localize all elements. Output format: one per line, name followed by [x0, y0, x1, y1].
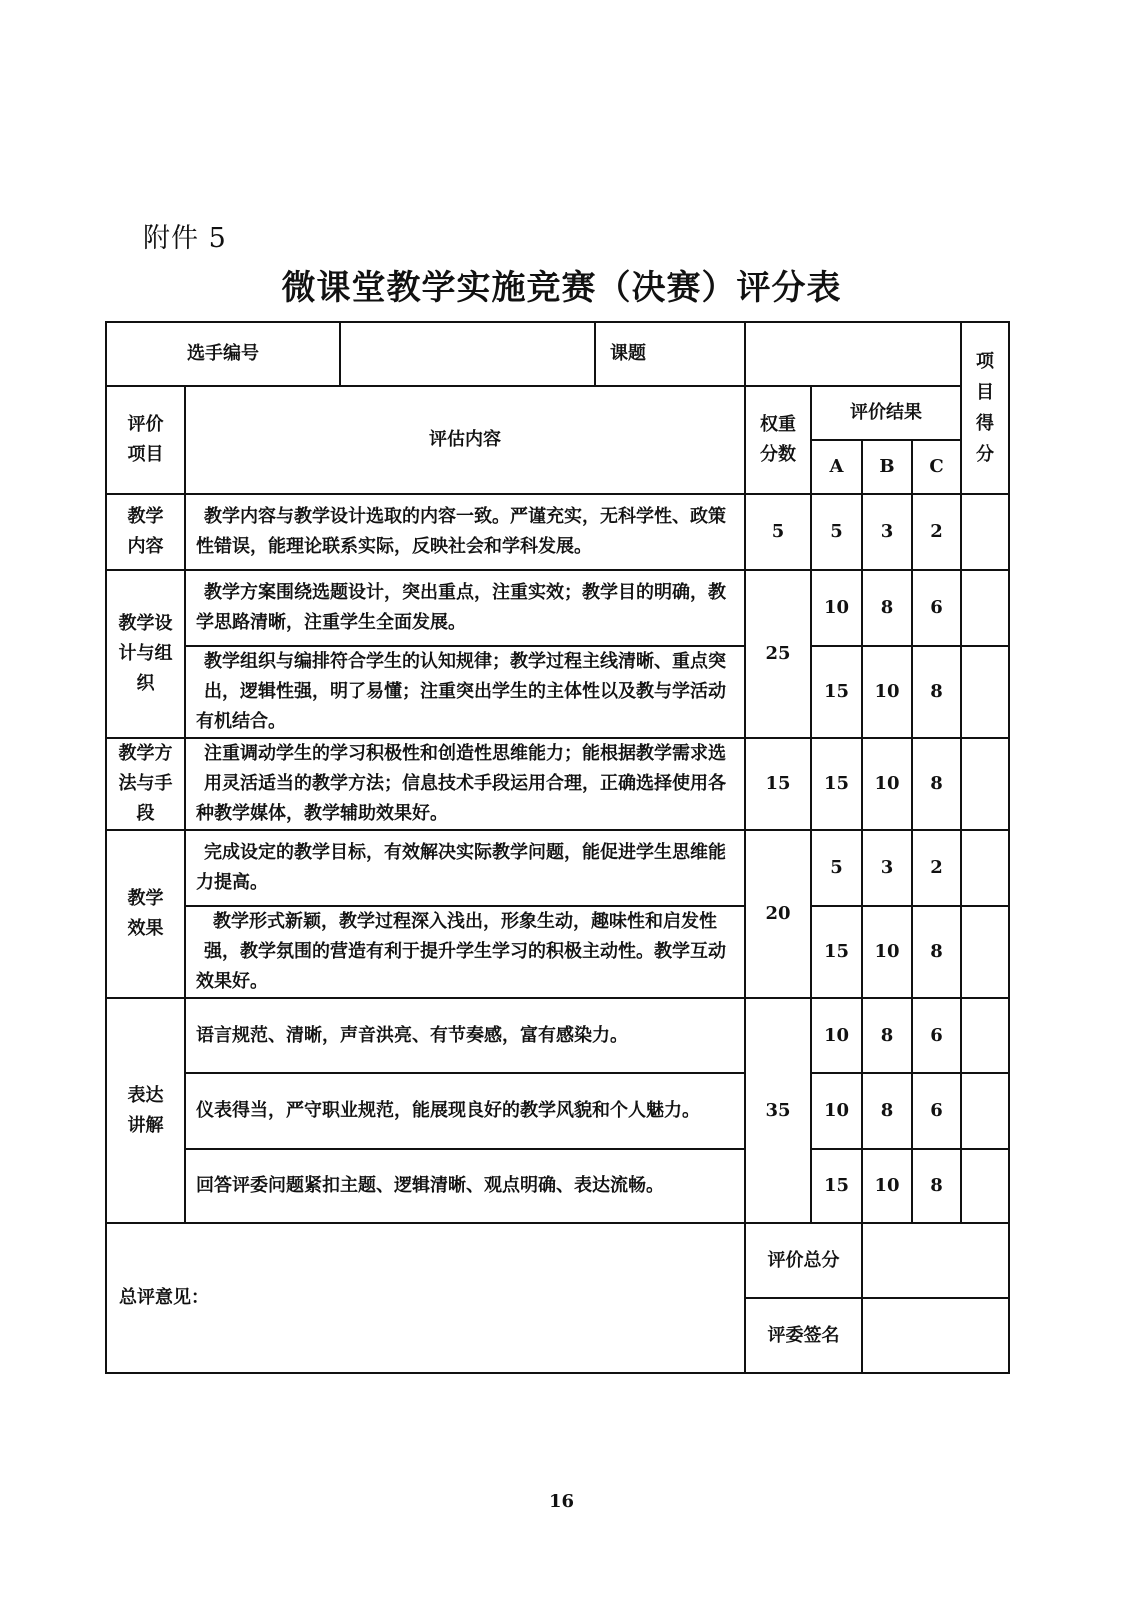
- contestant-no-label: 选手编号: [106, 322, 340, 386]
- column-item-header-text: 评价项目: [127, 414, 164, 465]
- item-score-field[interactable]: [961, 1149, 1009, 1223]
- row-item: [106, 570, 185, 738]
- grade-c: 6: [912, 998, 961, 1073]
- table-row: [106, 1149, 1009, 1223]
- table-row: [106, 738, 1009, 830]
- item-score-field[interactable]: [961, 1073, 1009, 1149]
- grade-c: 8: [912, 738, 961, 830]
- column-weight-header-text: 权重分数: [760, 414, 796, 465]
- column-a-header: A: [811, 440, 862, 494]
- topic-label: 课题: [595, 322, 745, 386]
- grade-a: 5: [811, 830, 862, 906]
- column-content-header: 评估内容: [185, 386, 745, 494]
- item-score-field[interactable]: [961, 998, 1009, 1073]
- item-score-field[interactable]: [961, 646, 1009, 738]
- grade-a: 10: [811, 1073, 862, 1149]
- row-item: [106, 738, 185, 830]
- item-score-header: [961, 322, 1009, 494]
- grade-b: 3: [862, 830, 912, 906]
- grade-a: 15: [811, 646, 862, 738]
- row-weight: 35: [745, 998, 811, 1223]
- table-row: [106, 906, 1009, 998]
- grade-b: 3: [862, 494, 912, 570]
- grade-b: 8: [862, 570, 912, 646]
- grade-b: 10: [862, 738, 912, 830]
- grade-b: 10: [862, 906, 912, 998]
- contestant-no-field[interactable]: [340, 322, 595, 386]
- grade-b: 10: [862, 1149, 912, 1223]
- grade-c: 8: [912, 646, 961, 738]
- row-weight: 15: [745, 738, 811, 830]
- grade-a: 10: [811, 998, 862, 1073]
- row-content: 语言规范、清晰，声音洪亮、有节奏感，富有感染力。: [185, 998, 745, 1073]
- row-item-text: 教学方法与手段: [118, 743, 173, 824]
- row-content: 仪表得当，严守职业规范，能展现良好的教学风貌和个人魅力。: [185, 1073, 745, 1149]
- topic-field[interactable]: [745, 322, 961, 386]
- grade-a: 15: [811, 738, 862, 830]
- grade-c: 6: [912, 1073, 961, 1149]
- row-item: [106, 494, 185, 570]
- table-row: [106, 570, 1009, 646]
- header-row-columns: [106, 386, 1009, 440]
- column-b-header: B: [862, 440, 912, 494]
- table-row: [106, 830, 1009, 906]
- scoring-table-wrapper: [105, 321, 1008, 1372]
- row-weight: 5: [745, 494, 811, 570]
- row-item: [106, 998, 185, 1223]
- footer-row-total: [106, 1223, 1009, 1298]
- table-row: [106, 494, 1009, 570]
- total-score-field[interactable]: [862, 1223, 1009, 1298]
- item-score-field[interactable]: [961, 830, 1009, 906]
- column-result-header: 评价结果: [811, 386, 961, 440]
- column-weight-header: [745, 386, 811, 494]
- row-item-text: 教学效果: [127, 888, 164, 939]
- item-score-header-text: 项目得分: [976, 351, 994, 465]
- table-row: [106, 998, 1009, 1073]
- row-item-text: 表达讲解: [127, 1084, 164, 1136]
- grade-a: 5: [811, 494, 862, 570]
- row-content: 教学内容与教学设计选取的内容一致。严谨充实，无科学性、政策性错误，能理论联系实际，反映社会和学科发展。: [185, 494, 745, 570]
- grade-a: 10: [811, 570, 862, 646]
- total-score-label: 评价总分: [745, 1223, 862, 1298]
- row-content: 教学方案围绕选题设计，突出重点，注重实效；教学目的明确，教学思路清晰，注重学生全面发展。: [185, 570, 745, 646]
- page-number: 16: [548, 1491, 575, 1512]
- column-item-header: [106, 386, 185, 494]
- row-content: 教学形式新颖，教学过程深入浅出，形象生动，趣味性和启发性强，教学氛围的营造有利于提升学生学习的积极主动性。教学互动效果好。: [185, 906, 745, 998]
- scoring-table: [105, 321, 1010, 1374]
- row-content: 教学组织与编排符合学生的认知规律；教学过程主线清晰、重点突出，逻辑性强，明了易懂；注重突出学生的主体性以及教与学活动有机结合。: [185, 646, 745, 738]
- row-content: 注重调动学生的学习积极性和创造性思维能力；能根据教学需求选用灵活适当的教学方法；信息技术手段运用合理，正确选择使用各种教学媒体，教学辅助效果好。: [185, 738, 745, 830]
- grade-c: 6: [912, 570, 961, 646]
- column-c-header: C: [912, 440, 961, 494]
- grade-c: 8: [912, 1149, 961, 1223]
- item-score-field[interactable]: [961, 906, 1009, 998]
- row-content: 回答评委问题紧扣主题、逻辑清晰、观点明确、表达流畅。: [185, 1149, 745, 1223]
- grade-a: 15: [811, 906, 862, 998]
- row-item: [106, 830, 185, 998]
- grade-a: 15: [811, 1149, 862, 1223]
- row-content: 完成设定的教学目标，有效解决实际教学问题，能促进学生思维能力提高。: [185, 830, 745, 906]
- grade-b: 10: [862, 646, 912, 738]
- row-item-text: 教学内容: [127, 506, 164, 557]
- table-row: [106, 646, 1009, 738]
- row-item-text: 教学设计与组织: [118, 613, 173, 694]
- header-row-contestant: [106, 322, 1009, 386]
- judge-signature-label: 评委签名: [745, 1298, 862, 1373]
- table-row: [106, 1073, 1009, 1149]
- item-score-field[interactable]: [961, 570, 1009, 646]
- annex-label: 附件 5: [143, 223, 227, 254]
- grade-c: 2: [912, 830, 961, 906]
- row-weight: 20: [745, 830, 811, 998]
- judge-signature-field[interactable]: [862, 1298, 1009, 1373]
- form-title: 微课堂教学实施竞赛（决赛）评分表: [281, 268, 842, 308]
- item-score-field[interactable]: [961, 738, 1009, 830]
- grade-c: 8: [912, 906, 961, 998]
- overall-opinion-field[interactable]: [106, 1223, 745, 1373]
- row-weight: 25: [745, 570, 811, 738]
- grade-b: 8: [862, 998, 912, 1073]
- item-score-field[interactable]: [961, 494, 1009, 570]
- overall-opinion-label: 总评意见：: [119, 1287, 209, 1308]
- grade-c: 2: [912, 494, 961, 570]
- grade-b: 8: [862, 1073, 912, 1149]
